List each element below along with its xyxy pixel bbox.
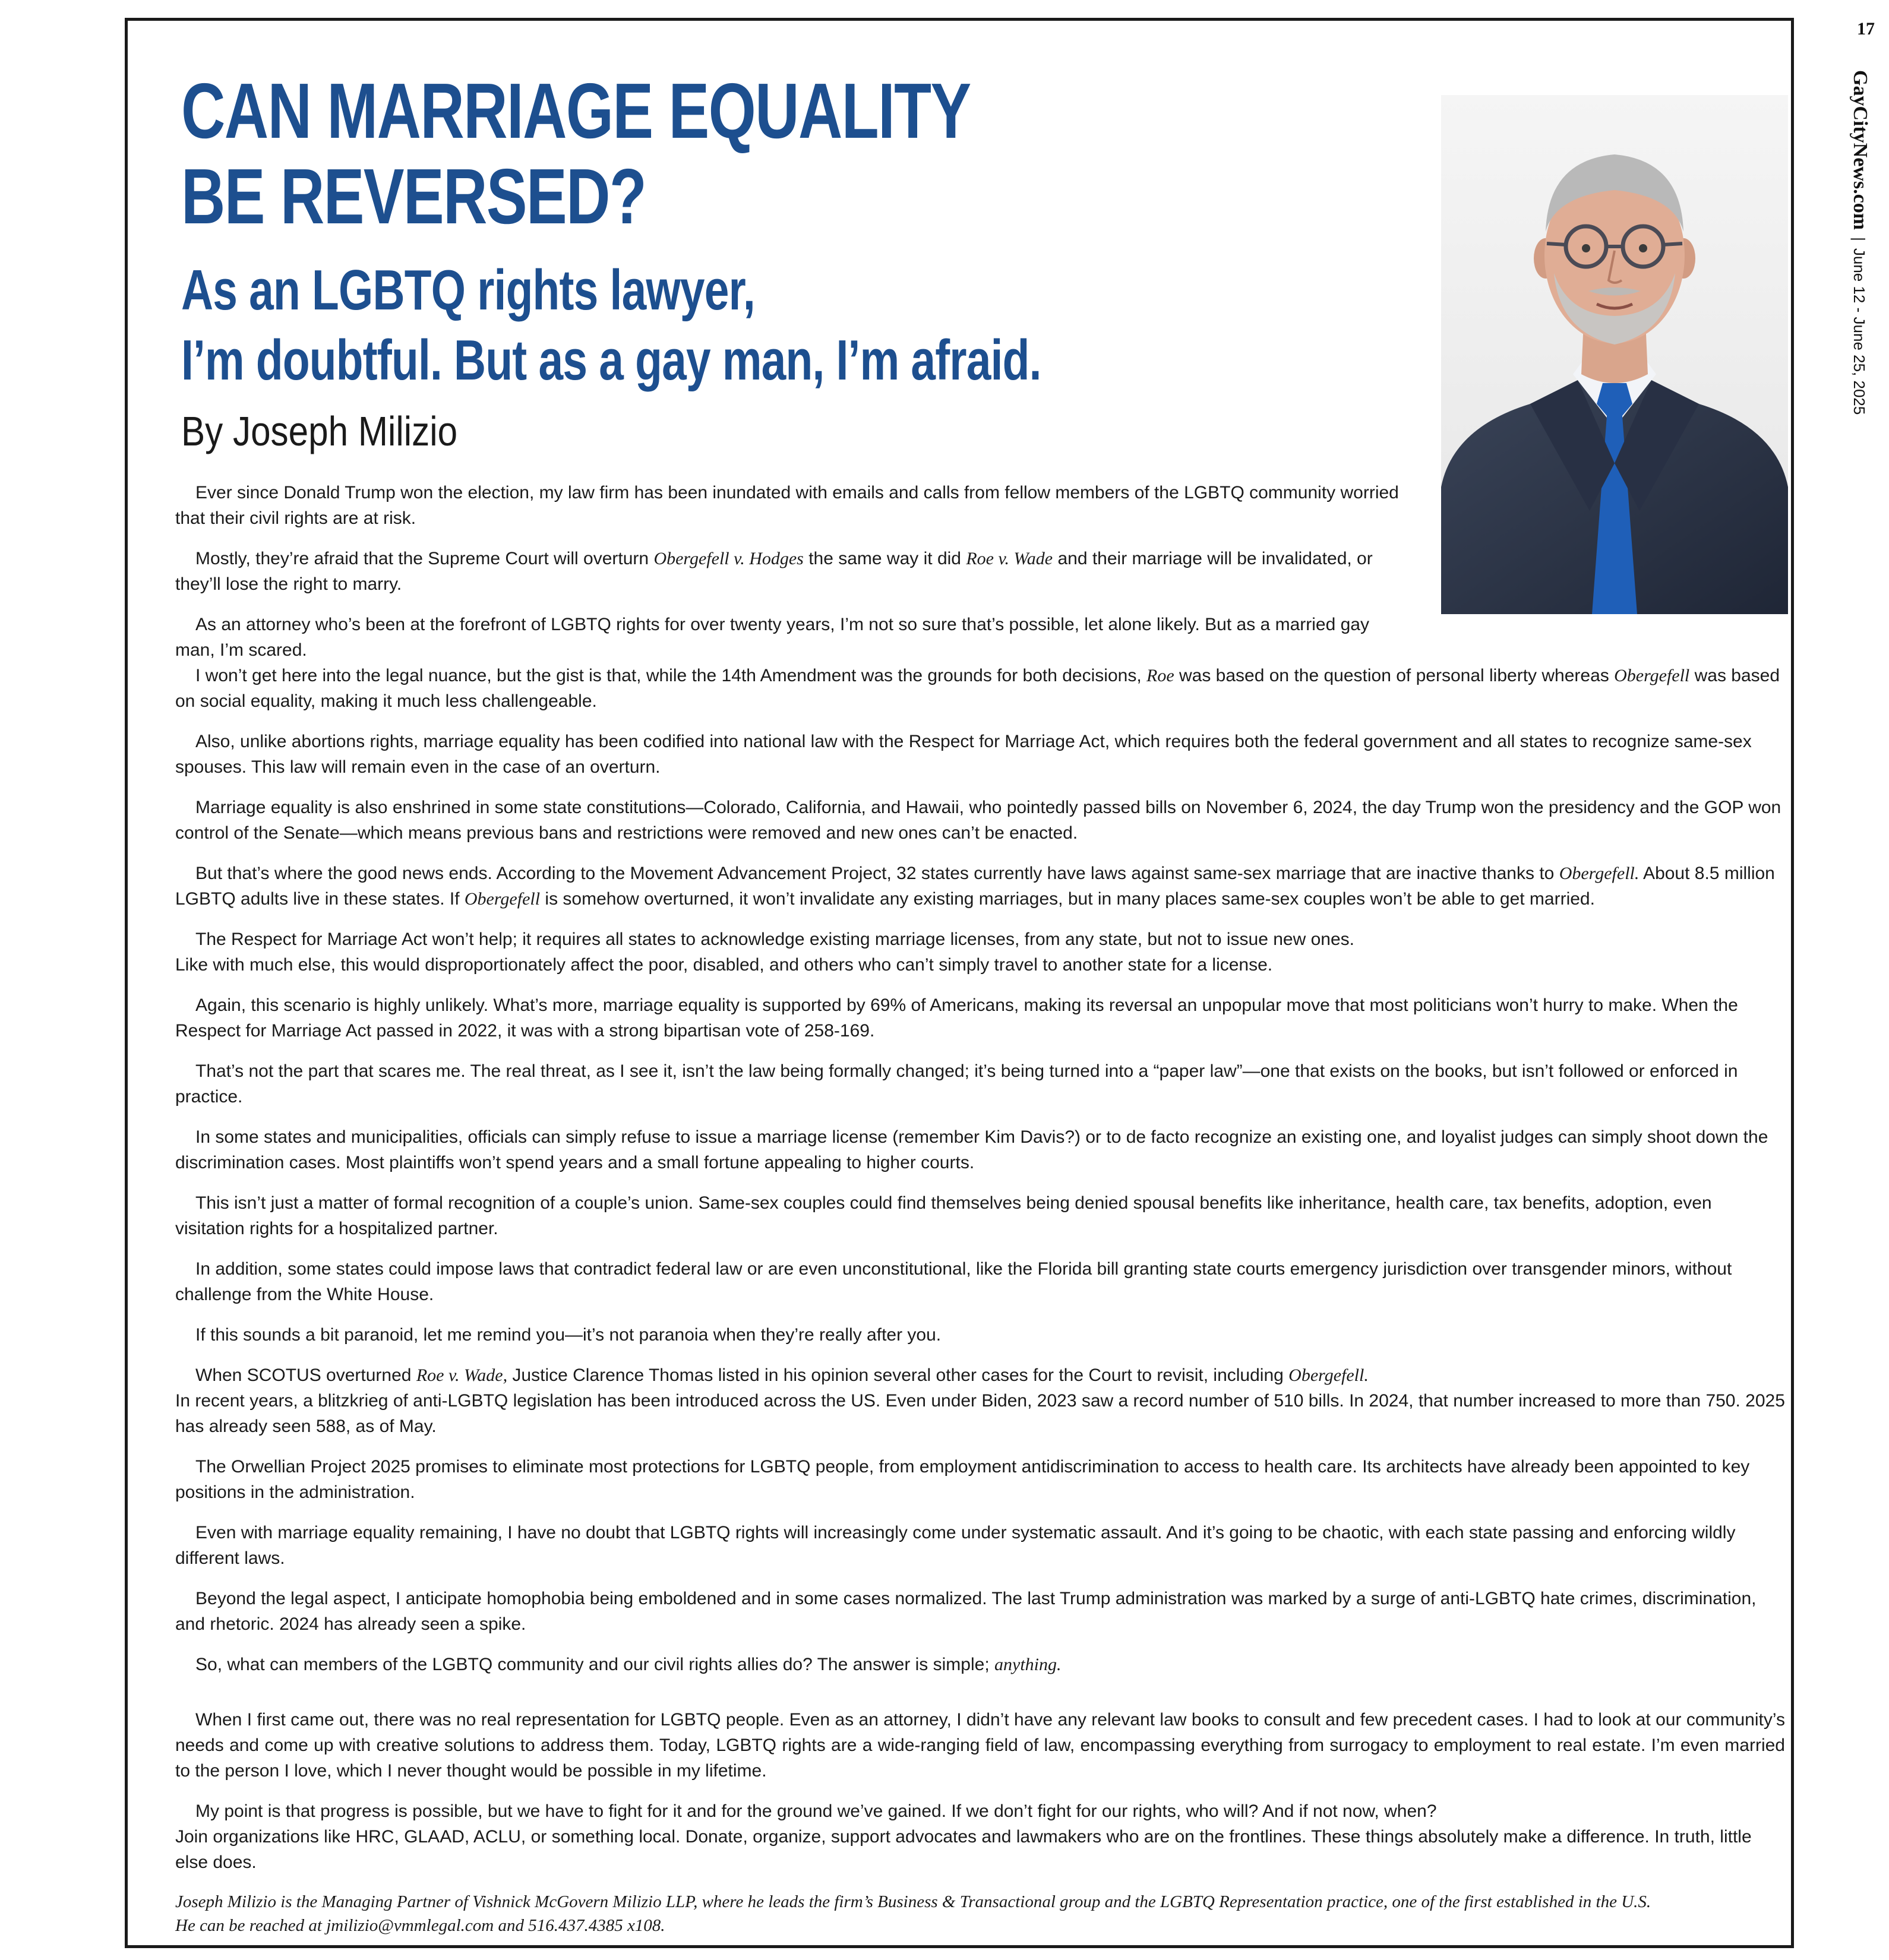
subheadline	[181, 255, 1041, 396]
article-body	[175, 480, 1785, 1937]
article-paragraph: In addition, some states could impose laws that contradict federal law or are even unconstitutional, like the Florida bill granting state courts emergency jurisdiction over transgender minors, without challenge from the White House.	[175, 1259, 1732, 1304]
article-paragraph: This isn’t just a matter of formal recognition of a couple’s union. Same-sex couples could find themselves being denied spousal benefits like inheritance, health care, tax benefits, adoption, even visitation rights for a hospitalized partner.	[175, 1193, 1712, 1238]
article-paragraph: Also, unlike abortions rights, marriage equality has been codified into national law with the Respect for Marriage Act, which requires both the federal government and all states to recognize same-sex spouses. This law will remain even in the case of an overturn.	[175, 732, 1752, 777]
article-paragraph: Beyond the legal aspect, I anticipate homophobia being emboldened and in some cases normalized. The last Trump administration was marked by a surge of anti-LGBTQ hate crimes, discrimination, and rhetoric. 2024 has already seen a spike.	[175, 1589, 1757, 1634]
byline: By Joseph Milizio	[181, 408, 458, 454]
article-paragraph: Even with marriage equality remaining, I have no doubt that LGBTQ rights will increasingly come under systematic assault. And it’s going to be chaotic, with each state passing and enforcing wildly different laws.	[175, 1523, 1736, 1568]
article-paragraph: Marriage equality is also enshrined in some state constitutions—Colorado, California, and Hawaii, who pointedly passed bills on November 6, 2024, the day Trump won the presidency and the GOP won control of the Senate—which means previous bans and restrictions were removed and new ones can’t be enacted.	[175, 798, 1781, 843]
headline	[181, 68, 971, 239]
article-paragraph: Again, this scenario is highly unlikely. What’s more, marriage equality is supported by 69% of Americans, making its reversal an unpopular move that most politicians won’t hurry to make. When the Respect for Marriage Act passed in 2022, it was with a strong bipartisan vote of 258-169.	[175, 995, 1738, 1041]
article-paragraph: When I first came out, there was no real representation for LGBTQ people. Even as an attorney, I didn’t have any relevant law books to consult and few precedent cases. I had to look at our community’s needs and come up with creative solutions to address them. Today, LGBTQ rights are a wide-ranging field of law, encompassing everything from surrogacy to employment to real estate. I’m even married to the person I love, which I never thought would be possible in my lifetime.	[175, 1710, 1785, 1781]
article-paragraph: Join organizations like HRC, GLAAD, ACLU, or something local. Donate, organize, support advocates and lawmakers who are on the frontlines. These things absolutely make a difference. In truth, little else does.	[175, 1827, 1752, 1872]
article-paragraph: The Respect for Marriage Act won’t help; it requires all states to acknowledge existing marriage licenses, from any state, but not to issue new ones.	[195, 930, 1354, 949]
article-paragraph: Like with much else, this would disproportionately affect the poor, disabled, and others who can’t simply travel to another state for a license.	[175, 955, 1273, 975]
article-paragraph: That’s not the part that scares me. The real threat, as I see it, isn’t the law being formally changed; it’s being turned into a “paper law”—one that exists on the books, but isn’t followed or enforced in practice.	[175, 1061, 1738, 1107]
sidebar-dateline	[1849, 70, 1871, 415]
article-paragraph: So, what can members of the LGBTQ community and our civil rights allies do? The answer is simple; anything.	[195, 1655, 1062, 1674]
subheadline-line-2: I’m doubtful. But as a gay man, I’m afraid.	[181, 328, 1041, 392]
article-paragraph: My point is that progress is possible, but we have to fight for it and for the ground we’ve gained. If we don’t fight for our rights, who will? And if not now, when?	[195, 1801, 1437, 1821]
headline-line-1: CAN MARRIAGE EQUALITY	[181, 67, 971, 154]
author-bio	[175, 1890, 1785, 1937]
article-paragraph: But that’s where the good news ends. According to the Movement Advancement Project, 32 states currently have laws against same-sex marriage that are inactive thanks to Obergefell. About 8.5 million LGBTQ adults live in these states. If Obergefell is somehow overturned, it won’t invalidate any existing marriages, but in many places same-sex couples won’t be able to get married.	[175, 864, 1775, 909]
issue-date: June 12 - June 25, 2025	[1850, 248, 1868, 415]
article-paragraph: If this sounds a bit paranoid, let me remind you—it’s not paranoia when they’re really after you.	[195, 1325, 942, 1345]
author-bio-line-2: He can be reached at jmilizio@vmmlegal.com and 516.437.4385 x108.	[175, 1916, 665, 1935]
article-paragraph: Mostly, they’re afraid that the Supreme Court will overturn Obergefell v. Hodges the same way it did Roe v. Wade and their marriage will be invalidated, or they’ll lose the right to marry.	[175, 549, 1373, 594]
article-paragraph: As an attorney who’s been at the forefront of LGBTQ rights for over twenty years, I’m not so sure that’s possible, let alone likely. But as a married gay man, I’m scared.	[175, 615, 1369, 660]
sidebar-separator: |	[1850, 237, 1868, 241]
article-paragraph: When SCOTUS overturned Roe v. Wade, Justice Clarence Thomas listed in his opinion several other cases for the Court to revisit, including Obergefell.	[195, 1365, 1369, 1385]
headline-line-2: BE REVERSED?	[181, 153, 646, 240]
article-paragraph: In recent years, a blitzkrieg of anti-LGBTQ legislation has been introduced across the US. Even under Biden, 2023 saw a record number of 510 bills. In 2024, that number increased to more than 750. 2025 has already seen 588, as of May.	[175, 1391, 1785, 1436]
article-paragraph: The Orwellian Project 2025 promises to eliminate most protections for LGBTQ people, from employment antidiscrimination to access to health care. Its architects have already been appointed to key positions in the administration.	[175, 1457, 1750, 1502]
subheadline-line-1: As an LGBTQ rights lawyer,	[181, 258, 755, 322]
author-bio-line-1: Joseph Milizio is the Managing Partner of Vishnick McGovern Milizio LLP, where he leads the firm’s Business & Transactional group and the LGBTQ Representation practice, one of the first established in the U.S.	[175, 1892, 1651, 1911]
article-paragraph: In some states and municipalities, officials can simply refuse to issue a marriage license (remember Kim Davis?) or to de facto recognize an existing one, and loyalist judges can simply shoot down the discrimination cases. Most plaintiffs won’t spend years and a small fortune appealing to higher courts.	[175, 1127, 1768, 1172]
site-name[interactable]: GayCityNews.com	[1849, 70, 1871, 230]
page-number: 17	[1857, 19, 1875, 39]
article-paragraph: Ever since Donald Trump won the election, my law firm has been inundated with emails and calls from fellow members of the LGBTQ community worried that their civil rights are at risk.	[175, 483, 1399, 528]
article-paragraph: I won’t get here into the legal nuance, but the gist is that, while the 14th Amendment was the grounds for both decisions, Roe was based on the question of personal liberty whereas Obergefell was based on social equality, making it much less challengeable.	[175, 666, 1780, 711]
